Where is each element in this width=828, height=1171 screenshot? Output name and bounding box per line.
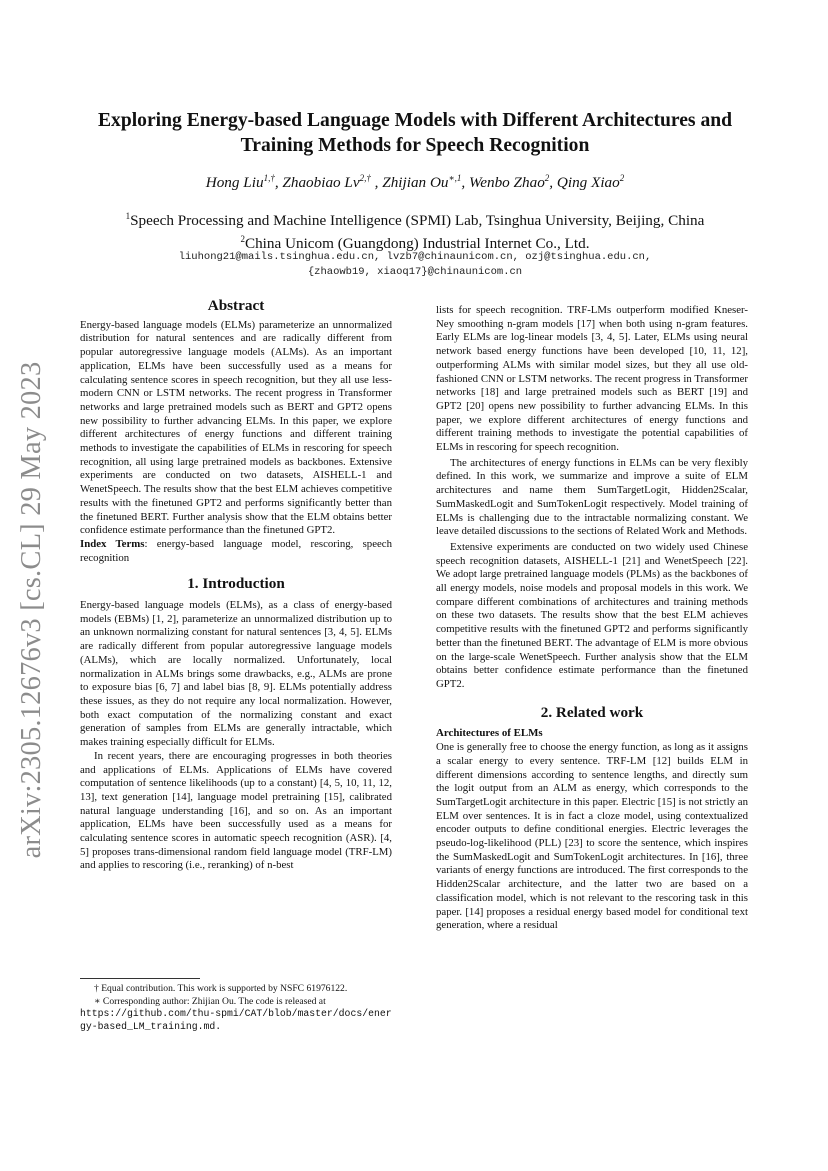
footnote-corresponding-author: ∗ Corresponding author: Zhijian Ou. The code is released at (94, 995, 326, 1007)
left-column (80, 299, 392, 873)
title-line-1: Exploring Energy-based Language Models with Different Architectures and (97, 110, 733, 131)
right-column (436, 304, 748, 933)
email-line-2: {zhaowb19, xiaoq17}@chinaunicom.cn (307, 265, 523, 278)
author-list: Hong Liu$^{1,\dagger}$, Zhaobiao $Lv^{2,\dagger}$ , Zhijian $Ou^{∗,1}$, Wenbo Zhao$^2$, Qing Xiao$^2$ (205, 173, 625, 192)
footnote-rule (80, 978, 200, 979)
footnote-equal-contribution: † Equal contribution. This work is supported by NSFC 61976122. (94, 983, 348, 994)
abstract-heading: Abstract (207, 297, 265, 314)
right-paragraph-2: The architectures of energy functions in ELMs can be very flexibly defined. In this work, we summarize and improve a suite of ELM architectures and name them SumTargetLogit, Hidden2Scalar, SumMaskedLogit and SumTokenLogit respectively. Model training of ELMs is challenging due to the intractable normalizing constant. We leave detailed discussions to the sections of Related Work and Methods. (436, 456, 748, 538)
index-terms-text: : energy-based language model, rescoring, speech recognition (80, 537, 392, 564)
code-release-url[interactable]: https://github.com/thu-spmi/CAT/blob/master/docs/energy-based_LM_training.md. (80, 1008, 392, 1032)
intro-paragraph-1: Energy-based language models (ELMs), as a class of energy-based models (EBMs) [1, 2], parameterize an unnormalized distribution up to an unknown normalizing constant for natural sentences [3, 4, 5]. ELMs are radically different from popular autoregressive language models (ALMs), which are locally normalized. Unfortunately, local normalization in ALMs brings some drawbacks, e.g., ALMs are prone to exposure bias [6, 7] and label bias [8, 9]. ELMs potentially address these issues, as they do not require any local normalization. However, both exact computation of the normalizing constant and exact generation of samples from ELMs are generally intractable, which makes training especially difficult for ELMs. (80, 599, 392, 749)
arxiv-identifier: arXiv:2305.12676v3 [cs.CL] 29 May 2023 (16, 361, 47, 859)
introduction-heading: 1. Introduction (187, 575, 285, 593)
index-terms-label: Index Terms (80, 537, 145, 550)
intro-paragraph-2: In recent years, there are encouraging progresses in both theories and applications of ELMs. Applications of ELMs have covered computation of sentence likelihoods (up to a constant) [4, 5, 10, 11, 12, 13], text generation [14], language model pretraining [15], calibrated natural language understanding [16], and so on. As an important application, ELMs have been successfully used as a means for calculating sentence scores in automatic speech recognition (ASR). [4, 5] proposes trans-dimensional random field language model (TRF-LM) and applies to rescoring (i.e., reranking) of n-best (80, 749, 392, 872)
affiliations (70, 207, 760, 253)
right-paragraph-3: Extensive experiments are conducted on two widely used Chinese speech recognition datasets, AISHELL-1 [21] and WenetSpeech [22]. We adopt large pretrained language models (PLMs) as the backbones of all energy models, noise models and proposal models in this work. We compare different combinations of architectures and training methods on these two datasets. The results show that the best ELM achieves competitive results with the finetuned GPT2 and performs significantly better than the finetuned BERT. The advantage of ELM is more obvious on the large-scale WenetSpeech. Further analysis show that the ELM obtains better confidence estimate performance than the finetuned GPT2. (436, 540, 748, 690)
author-emails (70, 250, 760, 279)
index-terms (80, 538, 392, 565)
affiliation-2: $^2$China Unicom (Guangdong) Industrial Internet Co., Ltd. (240, 234, 590, 253)
title-line-2: Training Methods for Speech Recognition (240, 135, 590, 156)
right-paragraph-4: One is generally free to choose the energy function, as long as it assigns a scalar energy to every sentence. TRF-LM [12] builds ELM in different dimensions according to sentence lengths, and directly sum the logit output from an ALM as energy, which corresponds to the SumTargetLogit architecture in this paper. Electric [15] is not strictly an ELM over sentences. It is in fact a cloze model, using contextualized encoder outputs to define conditional energies. Electric leverages the pseudo-log-likelihood (PLL) [23] to score the sentence, which inspires the SumMaskedLogit and SumTokenLogit architectures. In [16], three variants of energy functions are introduced. The first corresponds to the Hidden2Scalar architecture, and the latter two are based on a classification model, which is not relevant to the rescoring task in this paper. [14] proposes a residual energy based model for conditional text generation, where a residual (436, 741, 748, 932)
paper-title (70, 108, 760, 158)
related-work-heading: 2. Related work (540, 703, 644, 721)
footnotes (80, 978, 392, 1033)
right-paragraph-1: lists for speech recognition. TRF-LMs outperform modified Kneser-Ney smoothing n-gram models [17] when both using n-gram features. Early ELMs are log-linear models [3, 4, 5]. Later, ELMs using neural network based energy functions have been developed [10, 11, 12], outperforming ALMs with similar model sizes, but they all use old-fashioned CNN or LSTM networks. The recent progress in Transformer networks [18] and large pretrained models such as BERT [19] and GPT2 [20] opens new possibility to further advancing ELMs. In this paper, we explore different architectures of energy functions and different training methods to investigate the potential capabilities of ELMs in rescoring for speech recognition. (436, 304, 748, 454)
email-line-1: liuhong21@mails.tsinghua.edu.cn, lvzb7@chinaunicom.cn, ozj@tsinghua.edu.cn, (178, 251, 652, 263)
abstract-body: Energy-based language models (ELMs) parameterize an unnormalized distribution for natural sentences and are radically different from popular autoregressive language models (ALMs). As an important application, ELMs have been successfully used as a means for calculating sentence scores in speech recognition, but they all use less-modern CNN or LSTM networks. The recent progress in Transformer networks and large pretrained models such as BERT and GPT2 opens new possibility to further advancing ELMs. In this paper, we explore different architectures of energy functions and different training methods to investigate the capabilities of ELMs in rescoring for speech recognition, all using large pretrained models as backbones. Extensive experiments are conducted on two datasets, AISHELL-1 and WenetSpeech. The results show that the best ELM achieves competitive results with the finetuned GPT2 and performs significantly better than the finetuned BERT. Further analysis show that the ELM obtains better confidence estimate performance than the finetuned GPT2. (80, 318, 392, 537)
architectures-subheading: Architectures of ELMs (436, 727, 543, 740)
affiliation-1: $^1$Speech Processing and Machine Intelligence (SPMI) Lab, Tsinghua University, Beijing, China (125, 211, 705, 230)
